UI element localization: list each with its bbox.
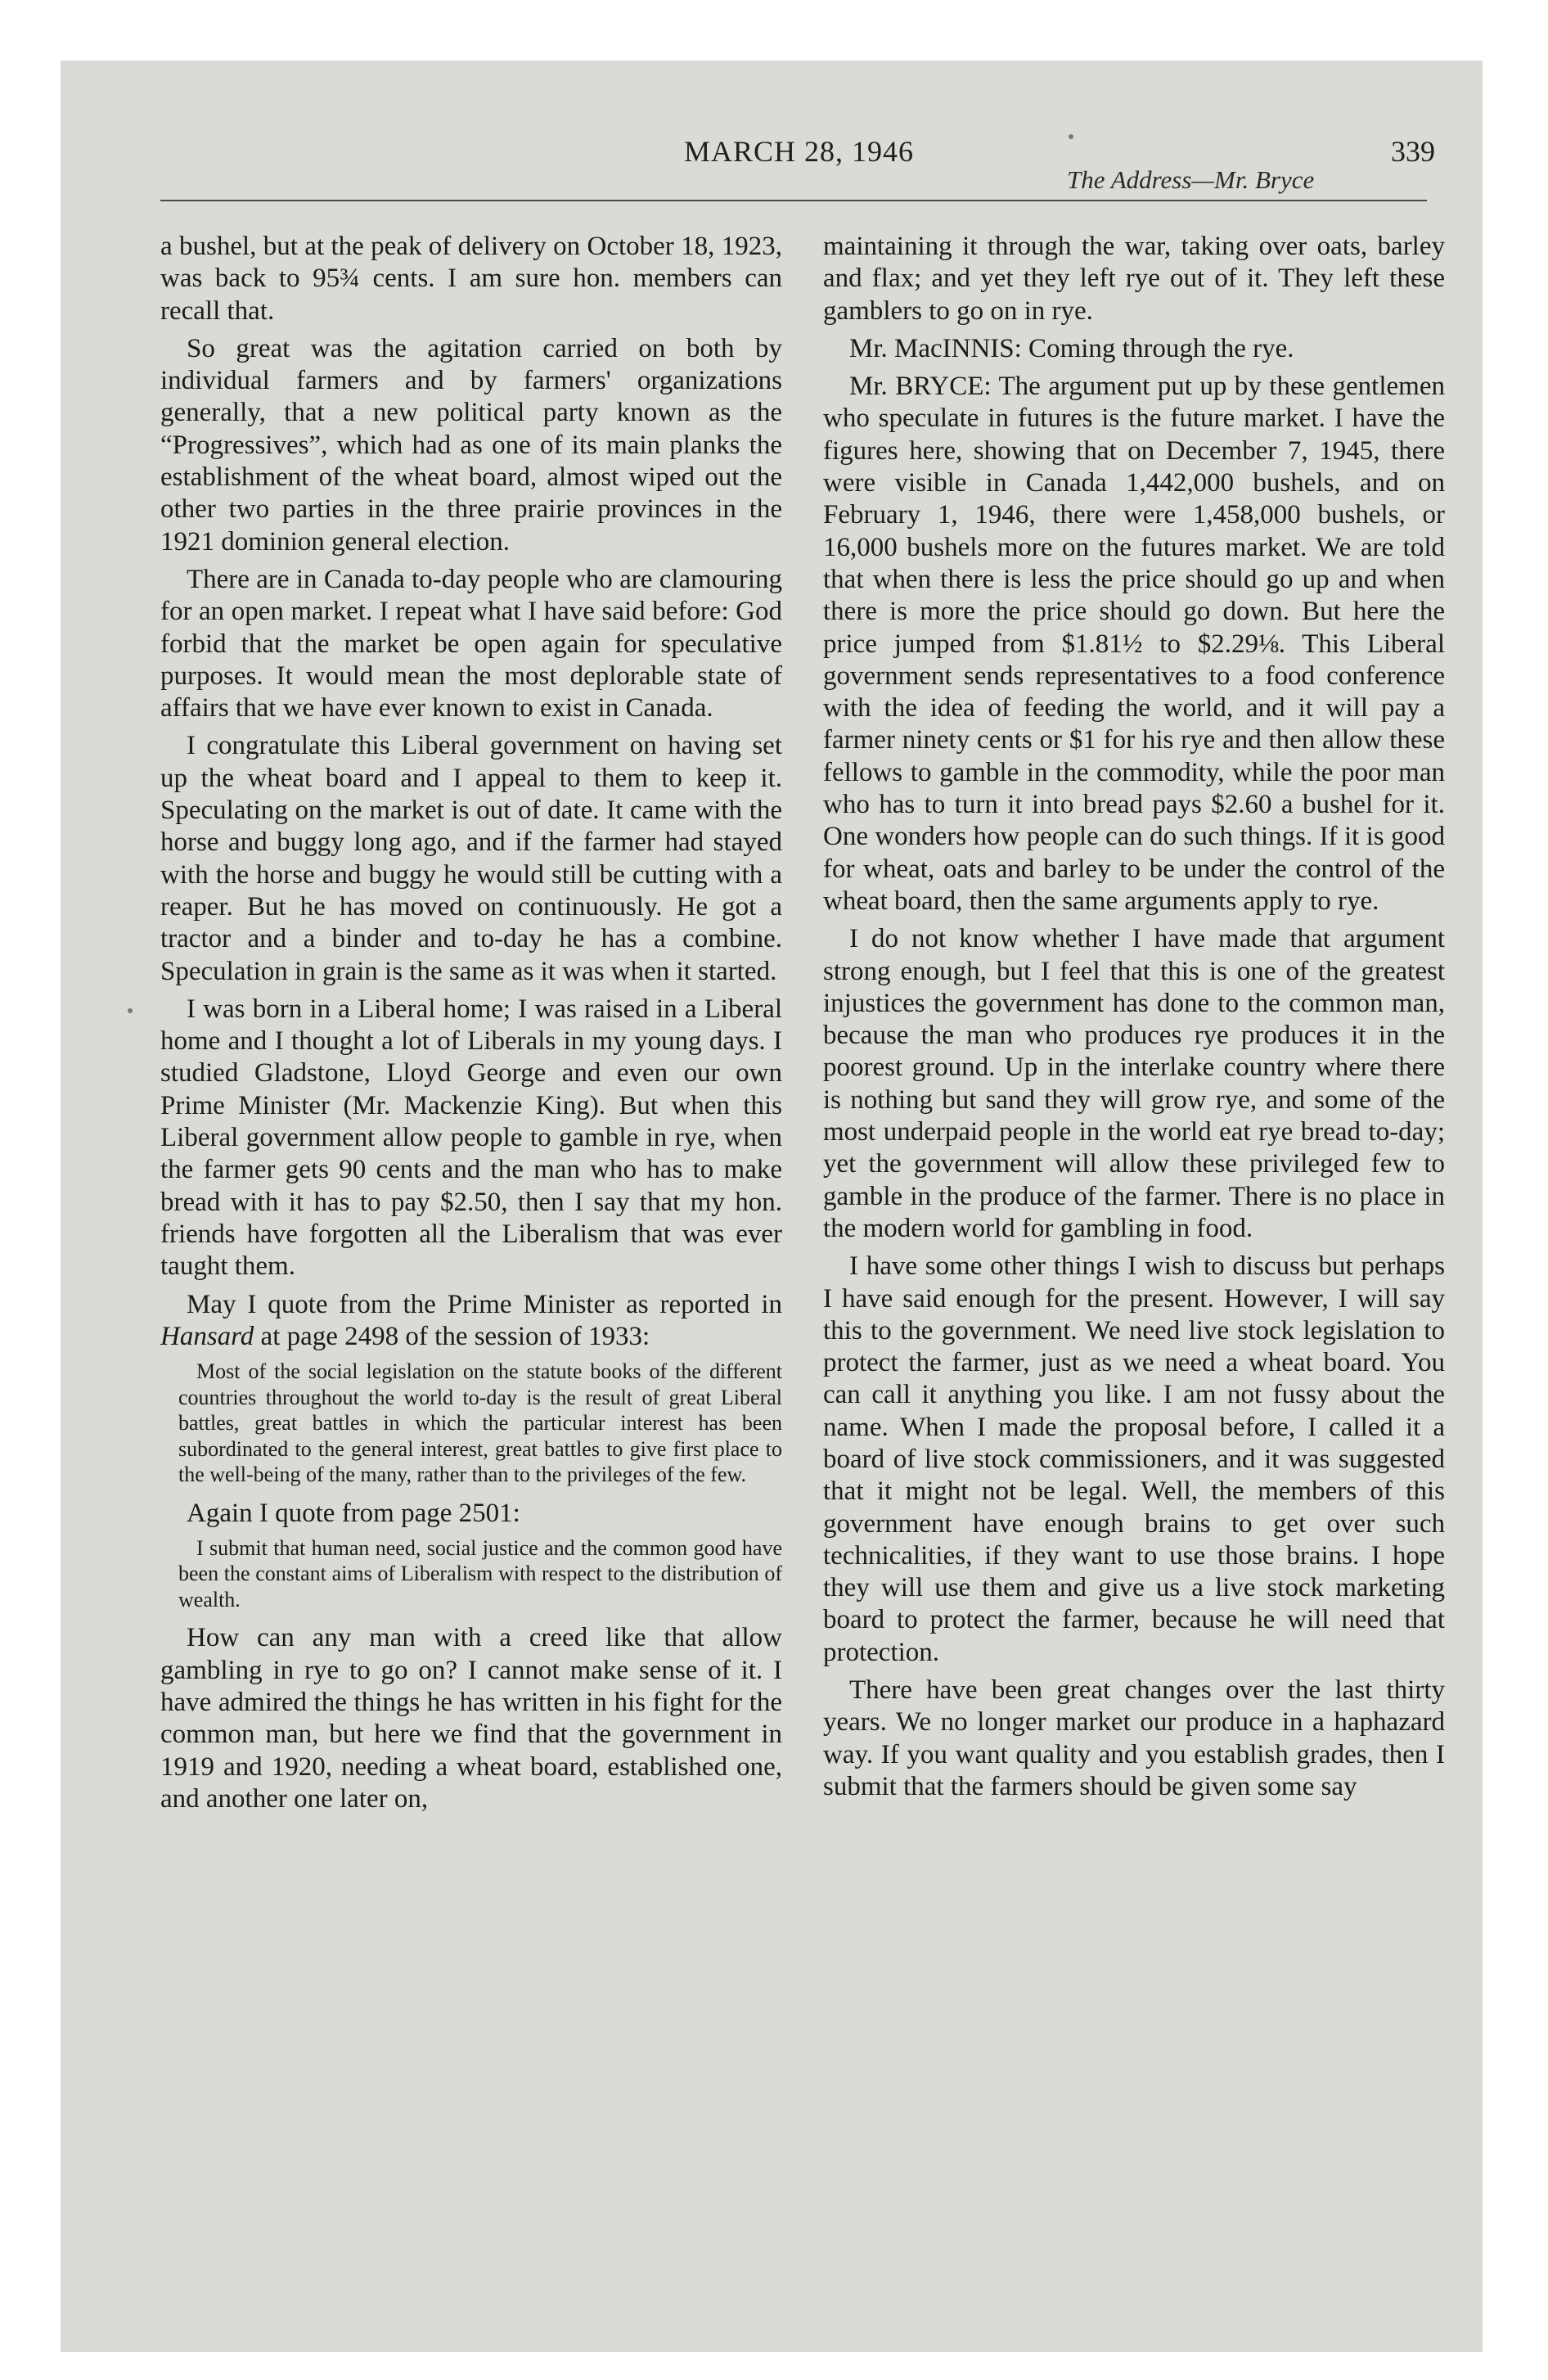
page-number: 339 — [1391, 135, 1435, 168]
paragraph: I have some other things I wish to discuss but perhaps I have said enough for the present. However, I will say this to the government. We need live stock legislation to protect the farmer, just as we need a wheat board. You can call it anything you like. I am not fussy about the name. When I made the proposal before, I called it a board of live stock commissioners, and it was suggested that it might not be legal. Well, the members of this government have enough brains to get over such technicalities, if they want to use those brains. I hope they will use them and give us a live stock marketing board to protect the farmer, because he will need that protection. — [823, 1251, 1445, 1667]
paragraph: Mr. BRYCE: The argument put up by these gentlemen who speculate in futures is the future market. I have the figures here, showing that on December 7, 1945, there were visible in Canada 1,442,000 bushels, and on February 1, 1946, there were 1,458,000 bushels, or 16,000 bushels more on the futures market. We are told that when there is less the price should go up and when there is more the price should go down. But here the price jumped from $1.81½ to $2.29⅛. This Liberal government sends representatives to a food conference with the idea of feeding the world, and it will pay a farmer ninety cents or $1 for his rye and then allow these fellows to gamble in the commodity, while the poor man who has to turn it into bread pays $2.60 a bushel for it. One wonders how people can do such things. If it is good for wheat, oats and barley to be under the control of the wheat board, then the same arguments apply to rye. — [823, 372, 1445, 916]
block-quote: I submit that human need, social justice and the common good have been the constant aims of Liberalism with respect to the distribution of wealth. — [178, 1535, 782, 1611]
right-column — [823, 231, 1445, 1809]
text-run: May I quote from the Prime Minister as reported in — [187, 1289, 782, 1319]
block-quote: Most of the social legislation on the statute books of the different countries throughout the world to-day is the result of great Liberal battles, great battles in which the particular interest has been subordinated to the general interest, great battles to give first place to the well-being of the many, rather than to the privileges of the few. — [178, 1359, 782, 1487]
left-column — [160, 231, 782, 1821]
paragraph: I congratulate this Liberal government on having set up the wheat board and I appeal to them to keep it. Speculating on the market is out of date. It came with the horse and buggy long ago, and if the farmer had stayed with the horse and buggy he would still be cutting with a reaper. But he has moved on continuously. He got a tractor and a binder and to-day he has a combine. Speculation in grain is the same as it was when it started. — [160, 731, 782, 986]
paragraph: So great was the agitation carried on both by individual farmers and by farmers' organizations generally, that a new political party known as the “Progressives”, which had as one of its main planks the establishment of the wheat board, almost wiped out the other two parties in the three prairie provinces in the 1921 dominion general election. — [160, 333, 782, 557]
header-rule — [160, 200, 1427, 201]
paragraph: a bushel, but at the peak of delivery on October 18, 1923, was back to 95¾ cents. I am sure hon. members can recall that. — [160, 232, 782, 326]
paragraph: I do not know whether I have made that argument strong enough, but I feel that this is one of the greatest injustices the government has done to the common man, because the man who produces rye produces it in the poorest ground. Up in the interlake country where there is nothing but sand they will grow rye, and some of the most underpaid people in the world eat rye bread to-day; yet the government will allow these privileged few to gamble in the produce of the farmer. There is no place in the modern world for gambling in food. — [823, 924, 1445, 1243]
scan-speck — [1069, 134, 1073, 139]
scan-speck — [128, 1008, 133, 1013]
hansard-title: Hansard — [160, 1321, 254, 1351]
paragraph: There are in Canada to-day people who are clamouring for an open market. I repeat what I have said before: God forbid that the market be open again for speculative purposes. It would mean the most deplorable state of affairs that we have ever known to exist in Canada. — [160, 564, 782, 723]
paragraph: I was born in a Liberal home; I was raised in a Liberal home and I thought a lot of Liberals in my young days. I studied Gladstone, Lloyd George and even our own Prime Minister (Mr. Mackenzie King). But when this Liberal government allow people to gamble in rye, when the farmer gets 90 cents and the man who has to make bread with it has to pay $2.50, then I say that my hon. friends have forgotten all the Liberalism that was ever taught them. — [160, 994, 782, 1282]
paragraph: maintaining it through the war, taking over oats, barley and flax; and yet they left rye out of it. They left these gamblers to go on in rye. — [823, 232, 1445, 326]
paragraph: Mr. MacINNIS: Coming through the rye. — [849, 333, 1294, 363]
paragraph: How can any man with a creed like that allow gambling in rye to go on? I cannot make sense of it. I have admired the things he has written in his fight for the common man, but here we find that the government in 1919 and 1920, needing a wheat board, established one, and another one later on, — [160, 1623, 782, 1814]
paragraph: There have been great changes over the last thirty years. We no longer market our produce in a haphazard way. If you want quality and you establish grades, then I submit that the farmers should be given some say — [823, 1675, 1445, 1801]
paragraph: Again I quote from page 2501: — [187, 1498, 520, 1528]
paragraph — [160, 1289, 782, 1354]
running-title: The Address—Mr. Bryce — [1067, 165, 1315, 194]
text-run: at page 2498 of the session of 1933: — [254, 1321, 650, 1351]
header-date: MARCH 28, 1946 — [684, 135, 915, 168]
